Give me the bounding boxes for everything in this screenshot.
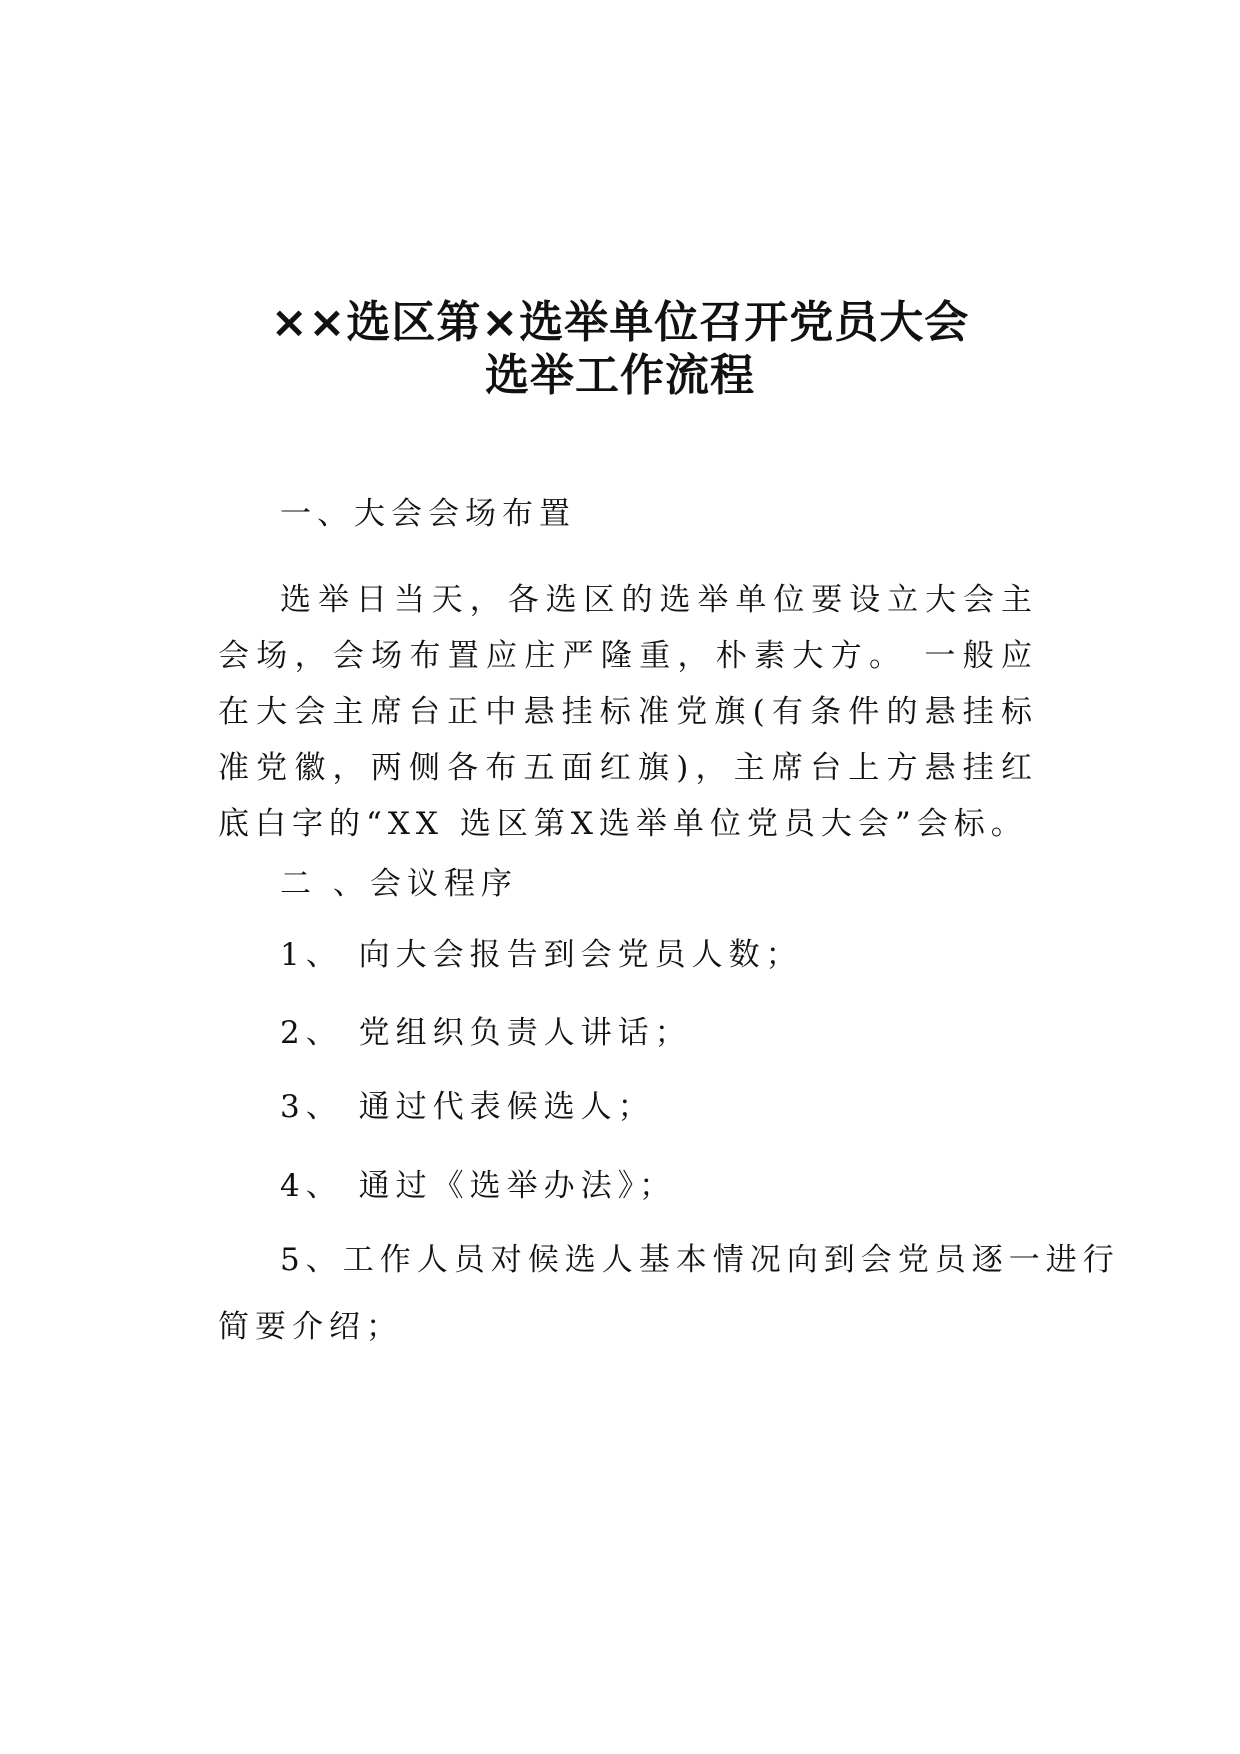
procedure-step: 2、 党组织负责人讲话； <box>280 1015 692 1051</box>
venue-paragraph <box>218 572 1038 852</box>
section-heading-procedure: 二 、会议程序 <box>280 866 518 902</box>
venue-paragraph-text: 选举日当天，各选区的选举单位要设立大会主会场，会场布置应庄严隆重，朴素大方。 一般应在大会主席台正中悬挂标准党旗(有条件的悬挂标准党徽，两侧各布五面红旗)，主席台上方悬挂红底白字的“XX 选区第X选举单位党员大会”会标。 <box>218 582 1038 842</box>
procedure-step: 1、 向大会报告到会党员人数； <box>280 937 803 973</box>
procedure-step-5-line-1: 5、工作人员对候选人基本情况向到会党员逐一进行 <box>280 1242 1120 1278</box>
procedure-step-5-line-2: 简要介绍； <box>218 1309 403 1345</box>
document-title-line-2: 选举工作流程 <box>485 350 755 401</box>
section-heading-venue: 一、大会会场布置 <box>280 496 576 532</box>
procedure-step: 3、 通过代表候选人； <box>280 1089 655 1125</box>
procedure-step: 4、 通过《选举办法》； <box>280 1168 677 1204</box>
document-title-line-1: ××选区第×选举单位召开党员大会 <box>270 297 970 348</box>
